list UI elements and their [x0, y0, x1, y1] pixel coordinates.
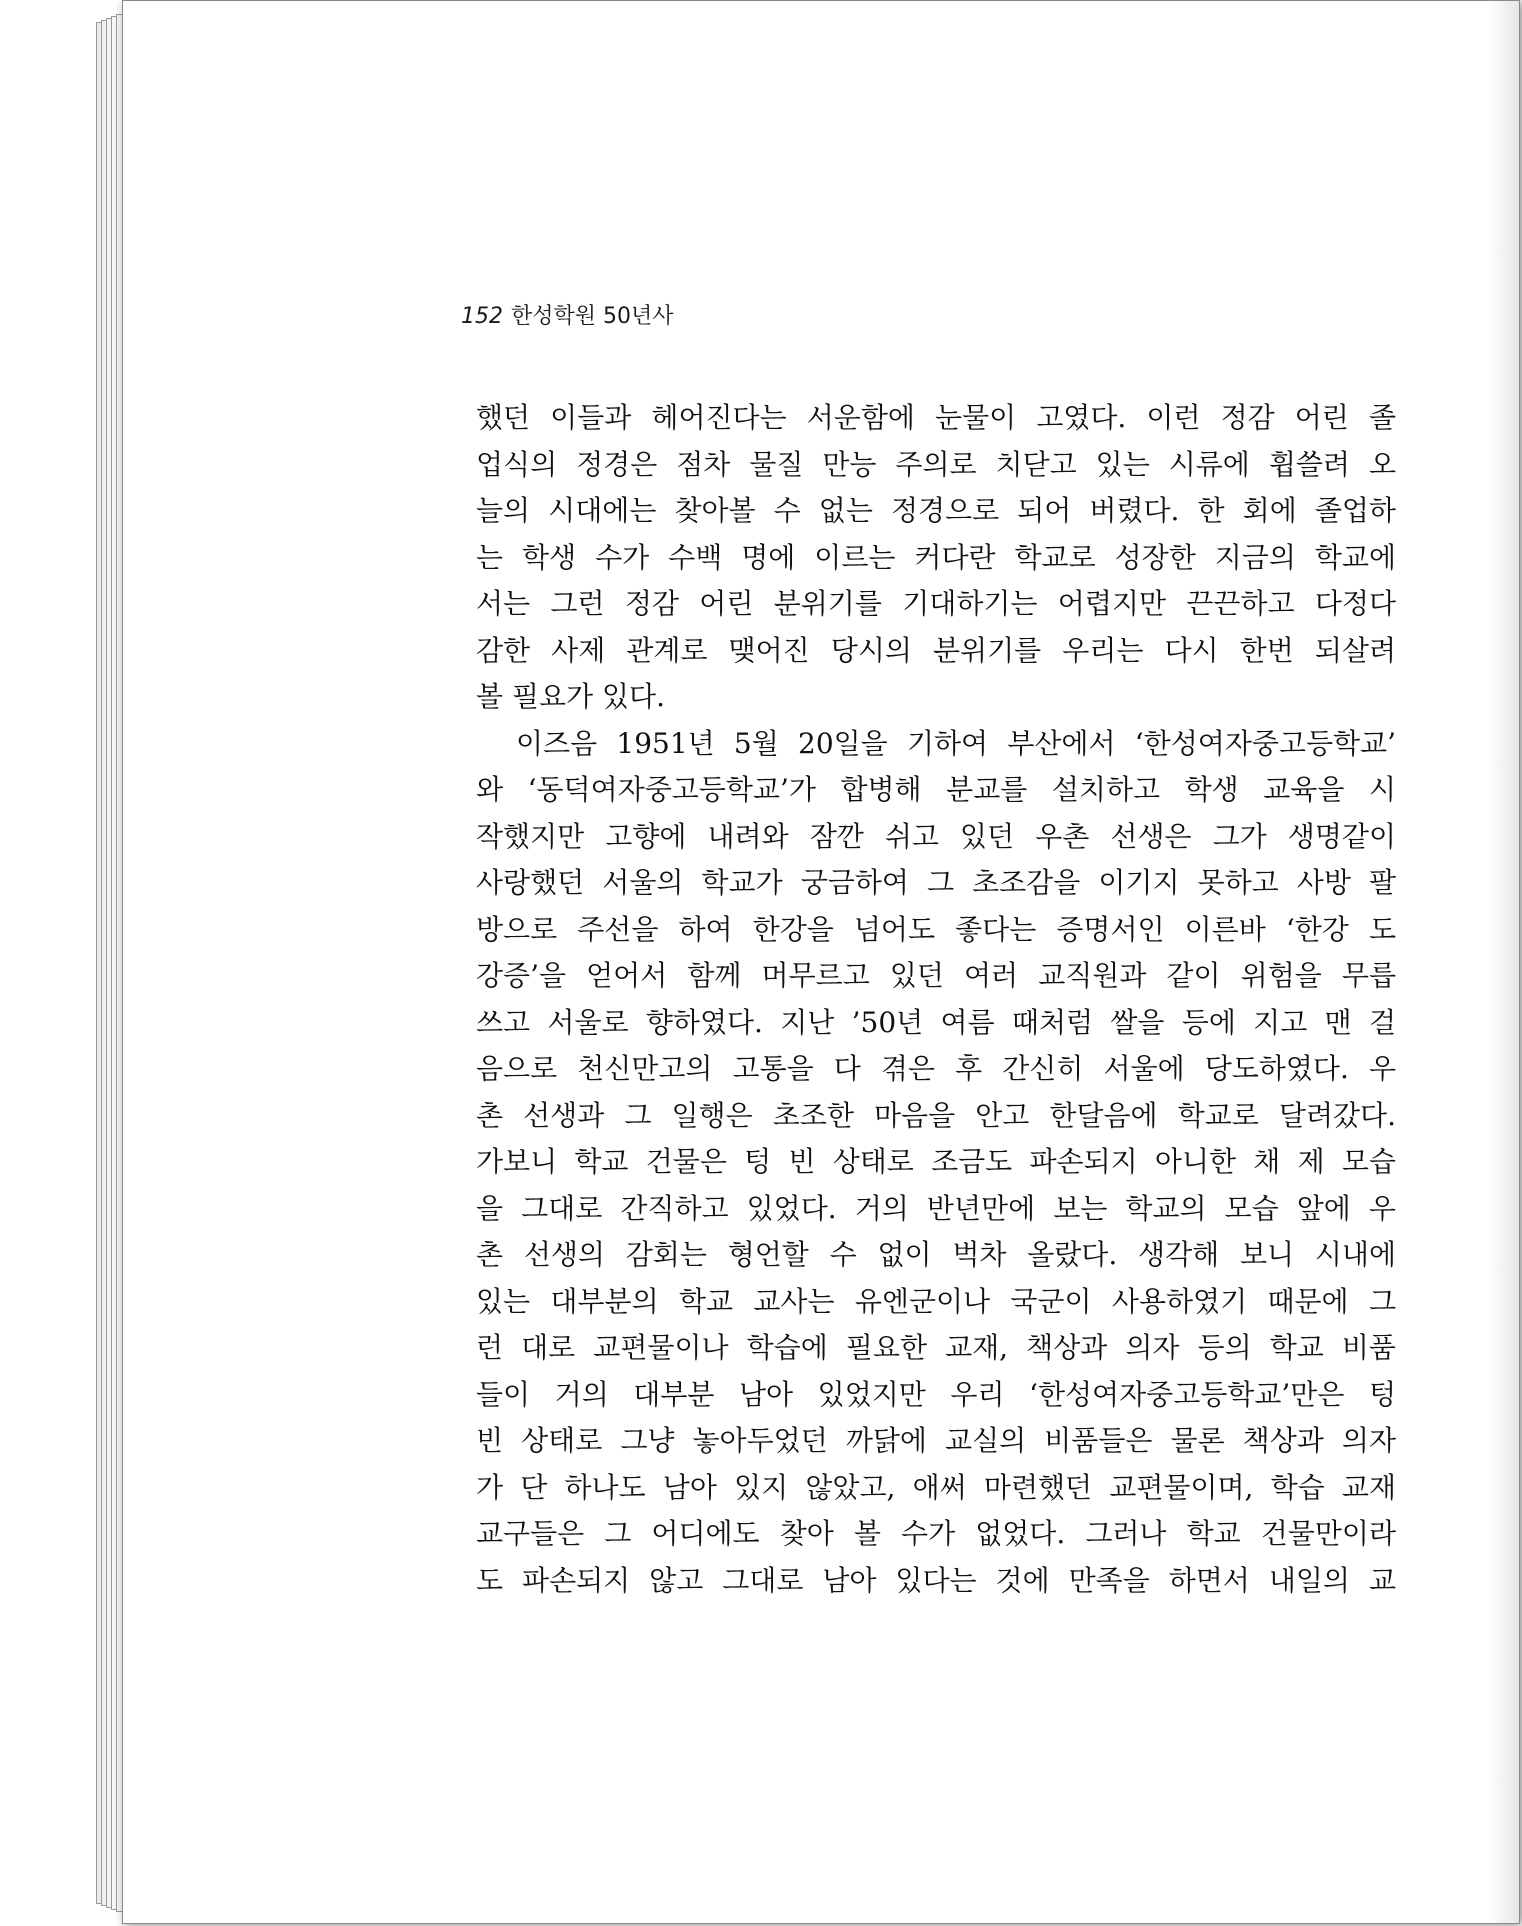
text-line: 방으로 주선을 하여 한강을 넘어도 좋다는 증명서인 이른바 ‘한강 도 — [476, 912, 1396, 946]
text-line: 작했지만 고향에 내려와 잠깐 쉬고 있던 우촌 선생은 그가 생명같이 — [476, 819, 1396, 853]
text-line: 런 대로 교편물이나 학습에 필요한 교재, 책상과 의자 등의 학교 비품 — [476, 1331, 1396, 1364]
book-title: 한성학원 50년사 — [511, 304, 674, 329]
text-line: 는 학생 수가 수백 명에 이르는 커다란 학교로 성장한 지금의 학교에 — [476, 540, 1396, 574]
text-line: 도 파손되지 않고 그대로 남아 있다는 것에 만족을 하면서 내일의 교 — [476, 1563, 1396, 1597]
text-line: 교구들은 그 어디에도 찾아 볼 수가 없었다. 그러나 학교 건물만이라 — [476, 1517, 1396, 1550]
body-text — [476, 395, 1396, 1604]
text-line: 와 ‘동덕여자중고등학교’가 합병해 분교를 설치하고 학생 교육을 시 — [476, 773, 1396, 806]
text-line: 들이 거의 대부분 남아 있었지만 우리 ‘한성여자중고등학교’만은 텅 — [476, 1377, 1396, 1411]
text-line: 쓰고 서울로 향하였다. 지난 ’50년 여름 때처럼 쌀을 등에 지고 맨 걸 — [476, 1005, 1396, 1039]
text-line: 업식의 정경은 점차 물질 만능 주의로 치닫고 있는 시류에 휩쓸려 오 — [476, 447, 1396, 481]
text-line: 서는 그런 정감 어린 분위기를 기대하기는 어렵지만 끈끈하고 다정다 — [476, 587, 1396, 620]
page-sheet — [122, 0, 1520, 1924]
text-line: 촌 선생과 그 일행은 초조한 마음을 안고 한달음에 학교로 달려갔다. — [476, 1098, 1396, 1132]
text-line: 가 단 하나도 남아 있지 않았고, 애써 마련했던 교편물이며, 학습 교재 — [476, 1470, 1396, 1504]
text-line: 을 그대로 간직하고 있었다. 거의 반년만에 보는 학교의 모습 앞에 우 — [476, 1191, 1396, 1225]
text-line: 감한 사제 관계로 맺어진 당시의 분위기를 우리는 다시 한번 되살려 — [476, 633, 1396, 667]
text-line: 가보니 학교 건물은 텅 빈 상태로 조금도 파손되지 아니한 채 제 모습 — [476, 1145, 1396, 1178]
text-line: 볼 필요가 있다. — [476, 680, 665, 713]
text-line: 이즈음 1951년 5월 20일을 기하여 부산에서 ‘한성여자중고등학교’ — [516, 726, 1396, 760]
text-line: 있는 대부분의 학교 교사는 유엔군이나 국군이 사용하였기 때문에 그 — [476, 1284, 1396, 1318]
text-line: 촌 선생의 감회는 형언할 수 없이 벅차 올랐다. 생각해 보니 시내에 — [476, 1238, 1396, 1271]
text-line: 음으로 천신만고의 고통을 다 겪은 후 간신히 서울에 당도하였다. 우 — [476, 1052, 1396, 1085]
text-line: 사랑했던 서울의 학교가 궁금하여 그 초조감을 이기지 못하고 사방 팔 — [476, 866, 1396, 899]
page-number: 152 — [461, 304, 503, 329]
text-line: 빈 상태로 그냥 놓아두었던 까닭에 교실의 비품들은 물론 책상과 의자 — [476, 1424, 1396, 1457]
running-header — [461, 299, 674, 330]
text-line: 늘의 시대에는 찾아볼 수 없는 정경으로 되어 버렸다. 한 회에 졸업하 — [476, 494, 1396, 527]
text-line: 했던 이들과 헤어진다는 서운함에 눈물이 고였다. 이런 정감 어린 졸 — [476, 401, 1396, 434]
text-line: 강증’을 얻어서 함께 머무르고 있던 여러 교직원과 같이 위험을 무릅 — [476, 959, 1396, 992]
